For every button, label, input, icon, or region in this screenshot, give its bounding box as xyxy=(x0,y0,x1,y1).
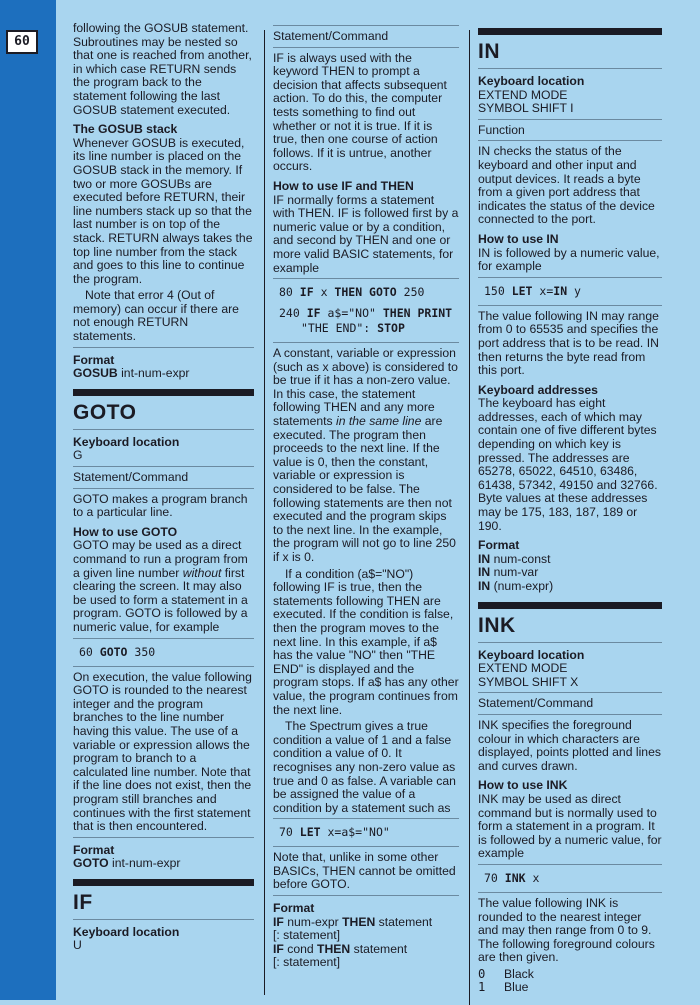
argument: y xyxy=(567,283,581,298)
keyword: LET xyxy=(511,283,533,298)
divider xyxy=(73,466,254,467)
divider xyxy=(73,429,254,430)
keyword: IF xyxy=(273,941,284,956)
in-value-text: The value following IN may range from 0 to 65535 and specifies the port address that is to be read. IN then returns the byte read from this port. xyxy=(478,308,659,378)
addr-heading: Keyboard addresses xyxy=(478,382,598,397)
goto-format xyxy=(73,857,254,871)
section-bar xyxy=(73,389,254,396)
statement-heading: Statement/Command xyxy=(73,470,189,485)
gosub-stack-note: Note that error 4 (Out of memory) can occur if there are not enough RETURN statements. xyxy=(73,288,239,344)
format-heading: Format xyxy=(478,538,520,553)
ink-howto-heading: How to use INK xyxy=(478,778,568,793)
argument: num-const xyxy=(490,551,551,566)
divider xyxy=(478,305,662,306)
line-number: 240 xyxy=(279,306,307,321)
argument: a$="NO" xyxy=(320,306,383,321)
divider xyxy=(273,25,459,26)
gosub-stack-text: Whenever GOSUB is executed, its line number is placed on the GOSUB stack in the memory. If two or more GOSUBs are executed before RETURN, their line numbers stack up so that the last number is on top of the stack. RETURN always takes the top line number from the stack and goes to this line to continue the program. xyxy=(73,135,253,286)
in-format-3 xyxy=(478,580,662,594)
divider xyxy=(478,119,662,120)
argument: (num-expr) xyxy=(490,579,554,593)
keyboard-heading: Keyboard location xyxy=(73,924,180,939)
if-howto-heading: How to use IF and THEN xyxy=(273,178,414,193)
keyword: GOTO xyxy=(99,644,128,659)
argument: "THE END": xyxy=(301,321,378,336)
keyword: LET xyxy=(299,825,321,840)
keyword: THEN PRINT xyxy=(382,306,453,321)
ink-desc: INK specifies the foreground colour in which characters are displayed, points plotted and lines and curves drawn. xyxy=(478,717,661,773)
divider xyxy=(478,642,662,643)
keyword: IF xyxy=(306,306,321,321)
gosub-stack-heading: The GOSUB stack xyxy=(73,122,178,137)
format-heading: Format xyxy=(73,842,115,857)
emphasis: in the same line xyxy=(336,414,422,429)
in-key-1: EXTEND MODE xyxy=(478,87,568,102)
in-format-2 xyxy=(478,566,662,580)
text: GOTO may be used as a direct command to run a program from a given line number xyxy=(73,538,248,580)
keyword: THEN xyxy=(317,941,351,956)
argument: num-expr xyxy=(283,914,343,929)
in-desc: IN checks the status of the keyboard and other input and output devices. It reads a byte from a given port address that indicates the status of the device connected to the port. xyxy=(478,144,655,227)
argument: int-num-expr xyxy=(108,856,181,871)
in-howto-text: IN is followed by a numeric value, for example xyxy=(478,245,660,274)
keyword: GOTO xyxy=(73,856,109,871)
if-key: U xyxy=(73,938,82,953)
text: first clearing the screen. It may also be used to form a statement in a program. GOTO is followed by a numeric value, for example xyxy=(73,565,248,634)
divider xyxy=(478,892,662,893)
line-number: 70 xyxy=(484,870,505,885)
if-format-1 xyxy=(273,916,459,930)
line-number: 70 xyxy=(279,825,300,840)
argument: cond xyxy=(283,941,318,956)
divider xyxy=(478,140,662,141)
if-code-example-1 xyxy=(279,285,459,300)
argument: statement xyxy=(375,914,433,929)
keyboard-heading: Keyboard location xyxy=(478,74,585,88)
argument: num-var xyxy=(490,565,539,580)
goto-exec-text: On execution, the value following GOTO is rounded to the nearest integer and the program branches to the line number having this value. The use of a variable or expression allows the program to branch to a calculated line number. Note that if the line does not exist, then the program still branches and continues with the first statement that is then encountered. xyxy=(73,669,252,834)
note-text: Note that, unlike in some other BASICs, THEN cannot be omitted before GOTO. xyxy=(273,850,456,892)
format-heading: Format xyxy=(273,901,315,916)
keyword: GOSUB xyxy=(73,366,118,381)
ink-key-1: EXTEND MODE xyxy=(478,661,568,676)
goto-title: GOTO xyxy=(73,400,137,424)
divider xyxy=(478,68,662,69)
format-heading: Format xyxy=(73,352,115,367)
in-code-example xyxy=(484,284,662,299)
column-divider xyxy=(469,30,470,1005)
if-code-example-2 xyxy=(279,306,459,336)
keyword: IN xyxy=(478,551,491,566)
ink-howto-text: INK may be used as direct command but is normally used to form a statement in a program. It is followed by a numeric value, for example xyxy=(478,791,662,861)
side-bar xyxy=(0,0,56,1000)
statement-heading: Statement/Command xyxy=(478,696,594,711)
ink-key-2: SYMBOL SHIFT X xyxy=(478,674,579,689)
goto-code-example xyxy=(79,645,254,660)
if-desc: IF is always used with the keyword THEN to prompt a decision that affects subsequent action. To do this, the computer tests something to find out whether or not it is true. If it is true, then one course of action follows. If it is untrue, another occurs. xyxy=(273,50,447,174)
divider xyxy=(73,666,254,667)
goto-desc: GOTO makes a program branch to a particular line. xyxy=(73,491,248,520)
colour-row xyxy=(478,968,662,982)
argument: 250 xyxy=(396,285,425,300)
condition-text: If a condition (a$="NO") following IF is true, then the statements following THEN are executed. If the condition is false, then the program moves to the next line. In this example, if a$ has the value "NO" then "THE END" is displayed and the program stops. If a$ has any other value, the program continues from the next line. xyxy=(273,566,459,717)
argument: 350 xyxy=(127,644,156,659)
keyboard-heading: Keyboard location xyxy=(73,434,180,449)
if-format-1-opt: [: statement] xyxy=(273,928,341,943)
text: A constant, variable or expression (such as x above) is considered to be true if it has a non-zero value. In this case, the statement following THEN and any more statements xyxy=(273,346,458,429)
column-divider xyxy=(264,30,265,995)
ink-value-text: The value following INK is rounded to the nearest integer and may then range from 0 to 9. The following foreground colours are then given. xyxy=(478,895,655,965)
keyword: IN xyxy=(478,565,491,580)
column-2 xyxy=(273,22,459,970)
argument: statement xyxy=(350,941,408,956)
keyword: THEN GOTO xyxy=(334,285,397,300)
goto-key: G xyxy=(73,448,83,463)
ink-title: INK xyxy=(478,613,516,637)
gosub-intro: following the GOSUB statement. Subroutines may be nested so that one is reached from another, in which case RETURN sends the program back to the statement following the last GOSUB statement executed. xyxy=(73,21,252,117)
section-bar xyxy=(73,879,254,886)
in-title: IN xyxy=(478,40,500,63)
line-number: 60 xyxy=(79,644,100,659)
goto-howto-text xyxy=(73,539,254,634)
emphasis: without xyxy=(182,565,222,580)
in-key-2: SYMBOL SHIFT I xyxy=(478,101,574,116)
divider xyxy=(478,277,662,278)
if-format-2 xyxy=(273,943,459,957)
if-format-2-opt: [: statement] xyxy=(273,955,341,970)
section-bar xyxy=(478,602,662,609)
colour-number: 1 xyxy=(478,980,486,995)
column-3 xyxy=(478,22,662,995)
divider xyxy=(73,488,254,489)
statement-heading: Statement/Command xyxy=(273,29,389,43)
divider xyxy=(273,342,459,343)
line-number: 150 xyxy=(484,283,512,298)
gosub-format xyxy=(73,367,254,381)
argument: int-num-expr xyxy=(117,366,190,381)
keyword: IF xyxy=(299,285,314,300)
if-title: IF xyxy=(73,890,93,914)
argument: x xyxy=(525,870,540,885)
keyword: INK xyxy=(504,870,526,885)
divider xyxy=(273,47,459,48)
divider xyxy=(73,638,254,639)
page-number: 60 xyxy=(6,30,38,54)
divider xyxy=(73,919,254,920)
ink-code-example xyxy=(484,871,662,886)
section-bar xyxy=(478,28,662,35)
function-heading: Function xyxy=(478,122,525,137)
divider xyxy=(73,837,254,838)
divider xyxy=(478,864,662,865)
column-1 xyxy=(73,22,254,956)
in-format-1 xyxy=(478,553,662,567)
constant-text xyxy=(273,347,459,565)
keyword: THEN xyxy=(342,914,376,929)
goto-howto-heading: How to use GOTO xyxy=(73,524,178,539)
keyword: IN xyxy=(553,283,568,298)
colour-row xyxy=(478,981,662,995)
addr-text: The keyboard has eight addresses, each of which may contain one of five different bytes depending on which key is pressed. The addresses are 65278, 65022, 64510, 63486, 61438, 57342, 49150 and 32766. Byte values at these addresses may be 175, 183, 187, 189 or 190. xyxy=(478,396,658,533)
colour-name: Blue xyxy=(504,980,529,995)
in-howto-heading: How to use IN xyxy=(478,231,559,246)
colour-number: 0 xyxy=(478,966,486,981)
argument: x xyxy=(313,285,335,300)
argument: x= xyxy=(532,283,554,298)
colour-name: Black xyxy=(504,966,534,981)
line-number: 80 xyxy=(279,285,300,300)
divider xyxy=(273,818,459,819)
keyword: IN xyxy=(478,579,491,593)
if-howto-text: IF normally forms a statement with THEN. IF is followed first by a numeric value or by a condition, and second by THEN and one or more valid BASIC statements, for example xyxy=(273,192,459,275)
if-code-example-3 xyxy=(279,825,459,840)
text: are executed. The program then proceeds to the next line. If the value is 0, then the constant, variable or expression is considered to be false. The following statements are then not executed and the program skips to the next line. In the example, the program will not go to line 250 if x is 0. xyxy=(273,414,456,564)
divider xyxy=(73,347,254,348)
spectrum-text: The Spectrum gives a true condition a value of 1 and a false condition a value of 0. It recognises any non-zero value as true and 0 as false. A variable can be assigned the value of a condition by a statement such as xyxy=(273,719,456,815)
divider xyxy=(273,846,459,847)
divider xyxy=(478,692,662,693)
divider xyxy=(273,278,459,279)
divider xyxy=(478,714,662,715)
argument: x=a$="NO" xyxy=(320,825,390,840)
keyboard-heading: Keyboard location xyxy=(478,647,585,662)
divider xyxy=(273,895,459,896)
keyword: STOP xyxy=(377,321,405,336)
keyword: IF xyxy=(273,914,284,929)
